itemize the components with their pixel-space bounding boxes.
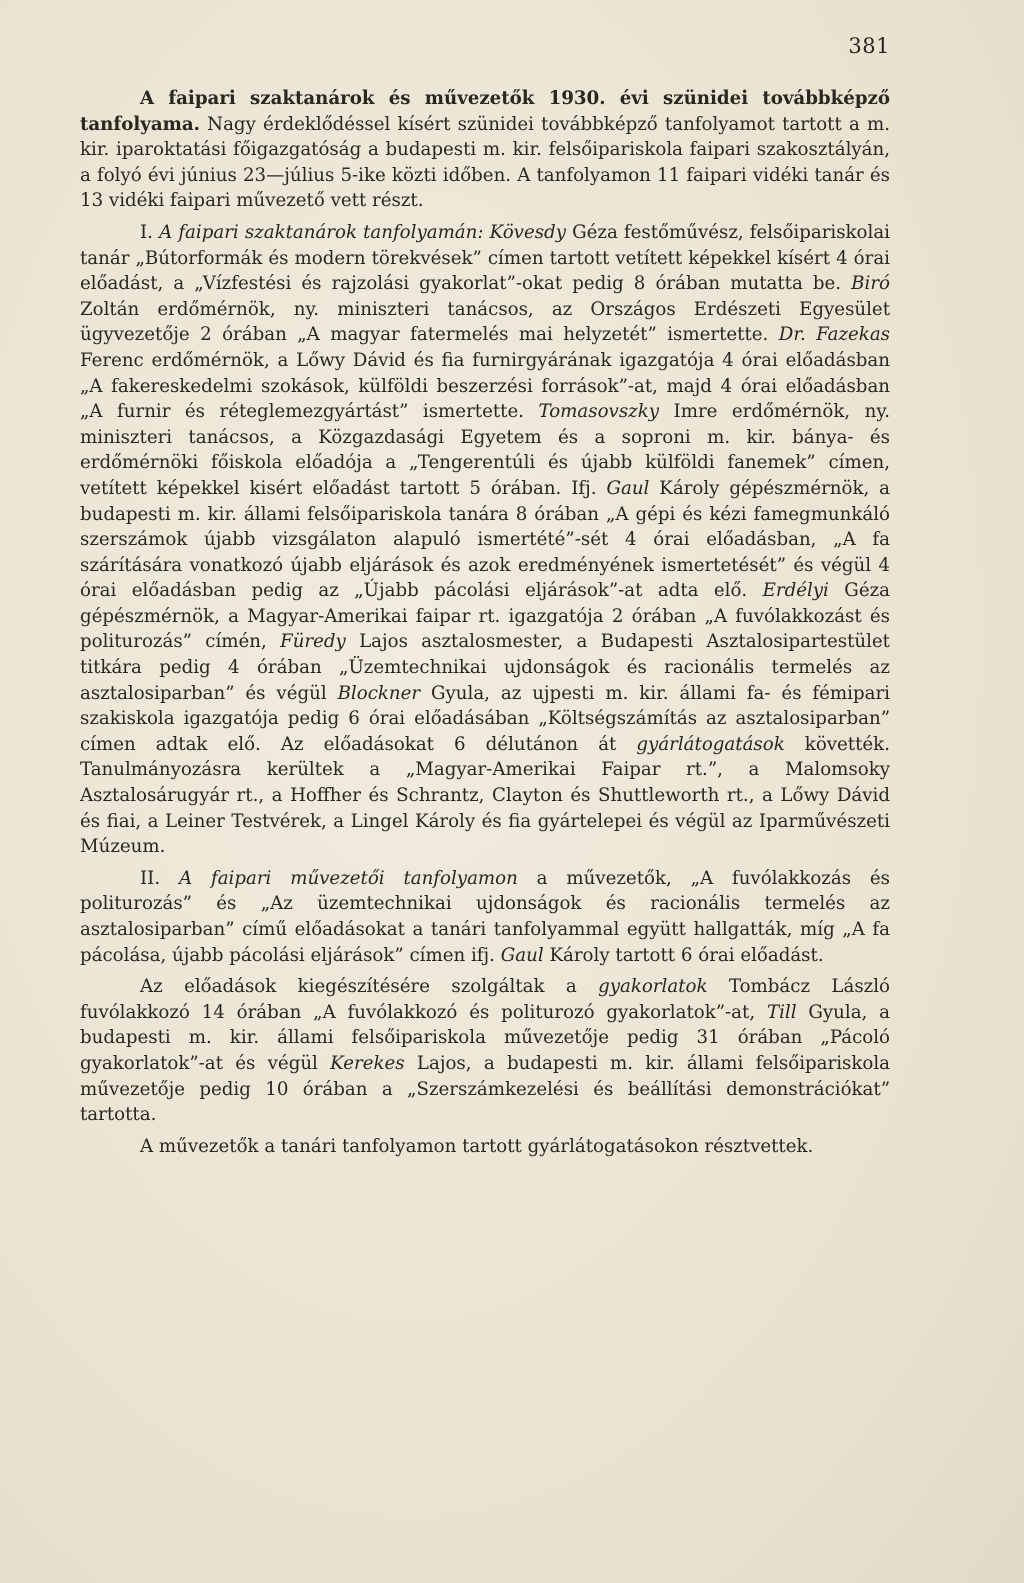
name-gaul-2: Gaul <box>500 944 544 966</box>
name-till: Till <box>766 1001 797 1023</box>
section-2-title: A faipari művezetői tanfolyamon <box>179 867 518 889</box>
article-title: A faipari szaktanárok és művezetők 1930. évi szünidei továbbképző tanfolyama. <box>80 88 890 135</box>
section-3-text-4: Lajos, a budapesti m. kir. állami felsőipariskola művezetője pedig 10 órában a „Szerszámkezelési és beállítási demonstrációkat” tartotta. <box>80 1052 890 1126</box>
section-1-title: A faipari szaktanárok tanfolyamán: <box>159 221 484 243</box>
name-erdelyi: Erdélyi <box>762 580 829 602</box>
section-1-text-2: Zoltán erdőmérnök, ny. miniszteri tanácsos, az Országos Erdészeti Egyesület ügyvezetője 2 órában „A magyar fatermelés mai helyzetét” ismertette. <box>80 298 890 346</box>
section-1-paragraph <box>80 220 890 860</box>
article-body <box>80 86 890 1159</box>
name-kerekes: Kerekes <box>330 1052 405 1074</box>
name-gaul: Gaul <box>606 477 650 499</box>
section-3-paragraph <box>80 974 890 1128</box>
section-1-text-5: Károly gépészmérnök, a budapesti m. kir. állami felsőipariskola tanára 8 órában „A gépi és kézi famegmunkáló szerszámok újabb vizsgálaton alapuló ismertété”-sét 4 órai előadásban, „A fa szárítására vonatkozó újabb eljárások és azok eredményének ismertetését” és végül 4 órai előadásban pedig az „Újabb pácolási eljárások”-at adta elő. <box>80 477 891 602</box>
section-1-text-9: követték. Tanulmányozásra kerültek a „Magyar-Amerikai Faipar rt.”, a Malomsoky Asztalosárugyár rt., a Hoffher és Schrantz, Clayton és Shuttleworth rt., a Lőwy Dávid és fiai, a Leiner Testvérek, a Lingel Károly és fia gyártelepei és végül az Iparművészeti Múzeum. <box>80 733 890 858</box>
name-biro: Biró <box>851 273 890 295</box>
section-1-number: I. <box>140 221 160 243</box>
section-3-text-1: Az előadások kiegészítésére szolgáltak a <box>140 976 599 998</box>
section-3-text-3: Gyula, a budapesti m. kir. állami felsőipariskola művezetője pedig 31 órában „Pácoló gyakorlatok”-at és végül <box>80 1001 890 1074</box>
term-gyakorlatok: gyakorlatok <box>598 976 708 998</box>
section-4-paragraph <box>80 1134 890 1160</box>
section-2-text-2: Károly tartott 6 órai előadást. <box>543 944 824 966</box>
term-gyarlatogatasok: gyárlátogatások <box>636 733 785 755</box>
section-1-text-1: Géza festőművész, felsőipariskolai tanár „Bútorformák és modern törekvések” címen tartott vetített képekkel kísért 4 órai előadást, a „Vízfestési és rajzolási gyakorlat”-okat pedig 8 órában mutatta be. <box>80 221 890 295</box>
section-1-text-4: Imre erdőmérnök, ny. miniszteri tanácsos, a Közgazdasági Egyetem és a soproni m. kir. bánya- és erdőmérnöki főiskola előadója a „Tengerentúli és újabb külföldi fanemek” címen, vetített képekkel kisért előadást tartott 5 órában. Ifj. <box>80 401 890 499</box>
name-tomasovszky: Tomasovszky <box>538 401 660 423</box>
section-1-text-6: Géza gépészmérnök, a Magyar-Amerikai faipar rt. igazgatója 2 órában „A fuvólakkozást és politurozás” címén, <box>80 580 891 653</box>
intro-text: Nagy érdeklődéssel kísért szünidei továbbképző tanfolyamot tartott a m. kir. iparoktatási főigazgatóság a budapesti m. kir. felsőipariskola faipari szakosztályán, a folyó évi június 23—július 5-ike közti időben. A tanfolyamon 11 faipari vidéki tanár és 13 vidéki faipari művezető vett részt. <box>80 113 890 212</box>
section-1-text-8: Gyula, az ujpesti m. kir. állami fa- és fémipari szakiskola igazgatója pedig 6 órai előadásában „Költségszámítás az asztalosiparban” címen adtak elő. Az előadásokat 6 délutánon át <box>80 682 890 755</box>
section-1-text-7: Lajos asztalosmester, a Budapesti Asztalosipartestület titkára pedig 4 órában „Üzemtechnikai ujdonságok és racionális termelés az asztalosiparban” és végül <box>80 631 890 704</box>
page-number: 381 <box>848 34 890 58</box>
name-kovesdy: Kövesdy <box>489 221 566 243</box>
section-2-number: II. <box>140 867 179 889</box>
intro-paragraph <box>80 86 890 214</box>
name-furedy: Füredy <box>280 631 346 653</box>
name-blockner: Blockner <box>337 682 421 704</box>
section-3-text-2: Tombácz László fuvólakkozó 14 órában „A fuvólakkozó és politurozó gyakorlatok”-at, <box>80 976 890 1023</box>
section-4-text: A művezetők a tanári tanfolyamon tartott gyárlátogatásokon résztvettek. <box>140 1135 814 1157</box>
name-fazekas: Dr. Fazekas <box>778 324 890 346</box>
section-1-text-3: Ferenc erdőmérnök, a Lőwy Dávid és fia furnirgyárának igazgatója 4 órai előadásban „A fakereskedelmi szokások, külföldi beszerzési források”-at, majd 4 órai előadásban „A furnir és réteglemezgyártást” ismertette. <box>80 349 890 423</box>
section-2-paragraph <box>80 866 890 968</box>
section-2-text-1: a művezetők, „A fuvólakkozás és politurozás” és „Az üzemtechnikai ujdonságok és racionális termelés az asztalosiparban” című előadásokat a tanári tanfolyammal együtt hallgatták, míg „A fa pácolása, újabb pácolási eljárások” címen ifj. <box>80 867 891 966</box>
